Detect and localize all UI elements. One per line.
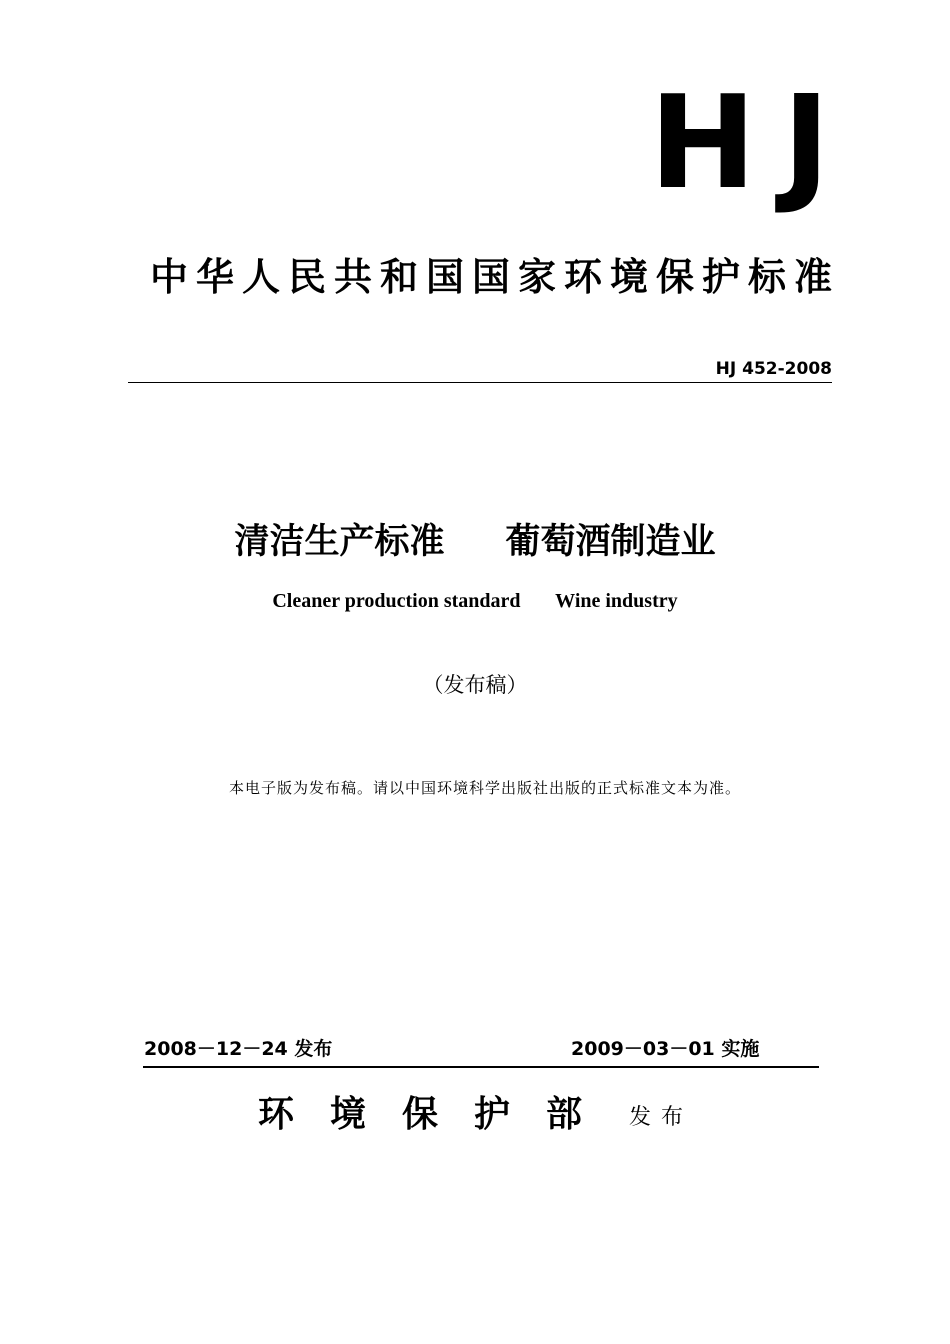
- standard-number: HJ 452-2008: [715, 359, 832, 379]
- draft-label: （发布稿）: [422, 673, 528, 697]
- top-divider: [128, 382, 832, 383]
- national-standard-title: 中华人民共和国国家环境保护标准: [149, 255, 840, 299]
- standard-title-en: Cleaner production standard Wine industry: [272, 590, 678, 612]
- hj-logo: HJ: [649, 69, 856, 218]
- issuer-suffix: 发布: [629, 1105, 694, 1130]
- standard-title-cn: 清洁生产标准 葡萄酒制造业: [234, 522, 716, 562]
- electronic-version-notice: 本电子版为发布稿。请以中国环境科学出版社出版的正式标准文本为准。: [228, 779, 741, 797]
- implementation-date: 2009－03－01 实施: [571, 1038, 760, 1060]
- bottom-divider: [143, 1066, 819, 1068]
- issuing-authority: 环境保护部: [258, 1094, 619, 1135]
- issue-date: 2008－12－24 发布: [144, 1038, 333, 1060]
